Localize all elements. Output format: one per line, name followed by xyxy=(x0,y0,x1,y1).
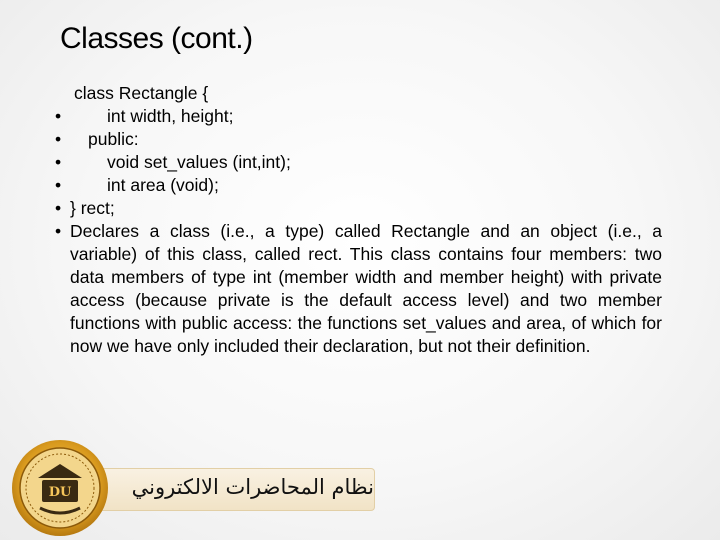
bullet-dot: • xyxy=(55,221,62,241)
list-item xyxy=(52,197,662,220)
footer xyxy=(10,438,390,538)
list-item xyxy=(52,174,662,197)
university-logo-icon xyxy=(10,438,110,538)
bullet-dot: • xyxy=(55,129,62,149)
list-item-text: int width, height; xyxy=(107,106,234,126)
list-item xyxy=(52,105,662,128)
bullet-dot: • xyxy=(55,152,62,172)
list-item-text: int area (void); xyxy=(107,175,219,195)
footer-banner xyxy=(92,468,375,511)
banner-text: نظام المحاضرات الالكتروني xyxy=(131,475,374,499)
list-item-text: void set_values (int,int); xyxy=(107,152,291,172)
list-item-text: class Rectangle { xyxy=(74,83,209,103)
list-item-text: } rect; xyxy=(70,198,115,218)
list-item xyxy=(52,82,662,105)
logo-letters: DU xyxy=(48,485,72,500)
list-item xyxy=(52,128,662,151)
list-item-text: public: xyxy=(88,129,139,149)
list-item xyxy=(52,151,662,174)
list-item-text: Declares a class (i.e., a type) called Rectangle and an object (i.e., a variable) of this class, called rect. This class contains four members: two data members of type int (member width and member height) with private access (because private is the default access level) and two member functions with public access: the functions set_values and area, of which for now we have only included their declaration, but not their definition. xyxy=(70,221,662,356)
bullet-dot: • xyxy=(55,175,62,195)
bullet-list xyxy=(52,82,662,358)
slide-title: Classes (cont.) xyxy=(60,22,253,55)
bullet-dot: • xyxy=(55,106,62,126)
list-item xyxy=(52,220,662,358)
bullet-dot: • xyxy=(55,198,62,218)
